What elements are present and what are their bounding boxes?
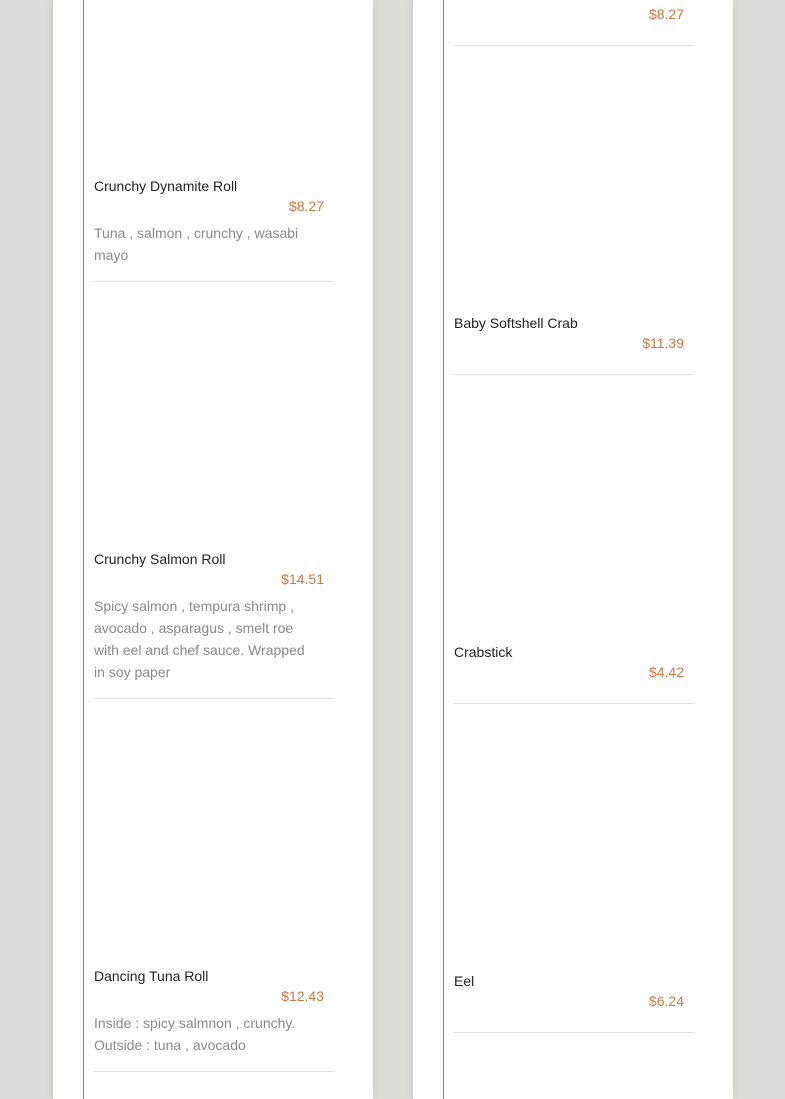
menu-item-price: $8.27: [648, 6, 684, 22]
column-accent-rule: [83, 0, 84, 1099]
menu-item-description: Spicy salmon , tempura shrimp , avocado , asparagus , smelt roe with eel and chef sauce. Wrapped in soy paper: [94, 598, 305, 680]
menu-column-right: [413, 0, 733, 1099]
menu-item[interactable]: [454, 46, 694, 375]
menu-item-price: $11.39: [642, 335, 684, 351]
menu-item-name: Dancing Tuna Roll: [94, 968, 209, 984]
column-accent-rule: [443, 0, 444, 1099]
menu-item-name: Crunchy Salmon Roll: [94, 551, 226, 567]
menu-item-name: Eel: [454, 973, 475, 989]
menu-column-left: [53, 0, 373, 1099]
menu-item[interactable]: [94, 699, 334, 1072]
menu-item-description: Inside : spicy salmnon , crunchy. Outside : tuna , avocado: [94, 1015, 296, 1053]
menu-item[interactable]: [454, 375, 694, 704]
menu-item-price: $8.27: [288, 198, 324, 214]
menu-item-name: Crunchy Dynamite Roll: [94, 178, 238, 194]
menu-item[interactable]: [454, 0, 694, 46]
menu-item-price: $12.43: [281, 988, 324, 1004]
menu-item-price: $6.24: [648, 993, 684, 1009]
menu-item[interactable]: [454, 704, 694, 1033]
menu-item[interactable]: [94, 0, 334, 282]
menu-item-price: $4.42: [648, 664, 684, 680]
menu-item-name: Baby Softshell Crab: [454, 315, 578, 331]
menu-item[interactable]: [94, 282, 334, 699]
menu-item-price: $14.51: [281, 571, 324, 587]
menu-item-description: Tuna , salmon , crunchy , wasabi mayo: [94, 225, 299, 263]
menu-item-name: Crabstick: [454, 644, 513, 660]
